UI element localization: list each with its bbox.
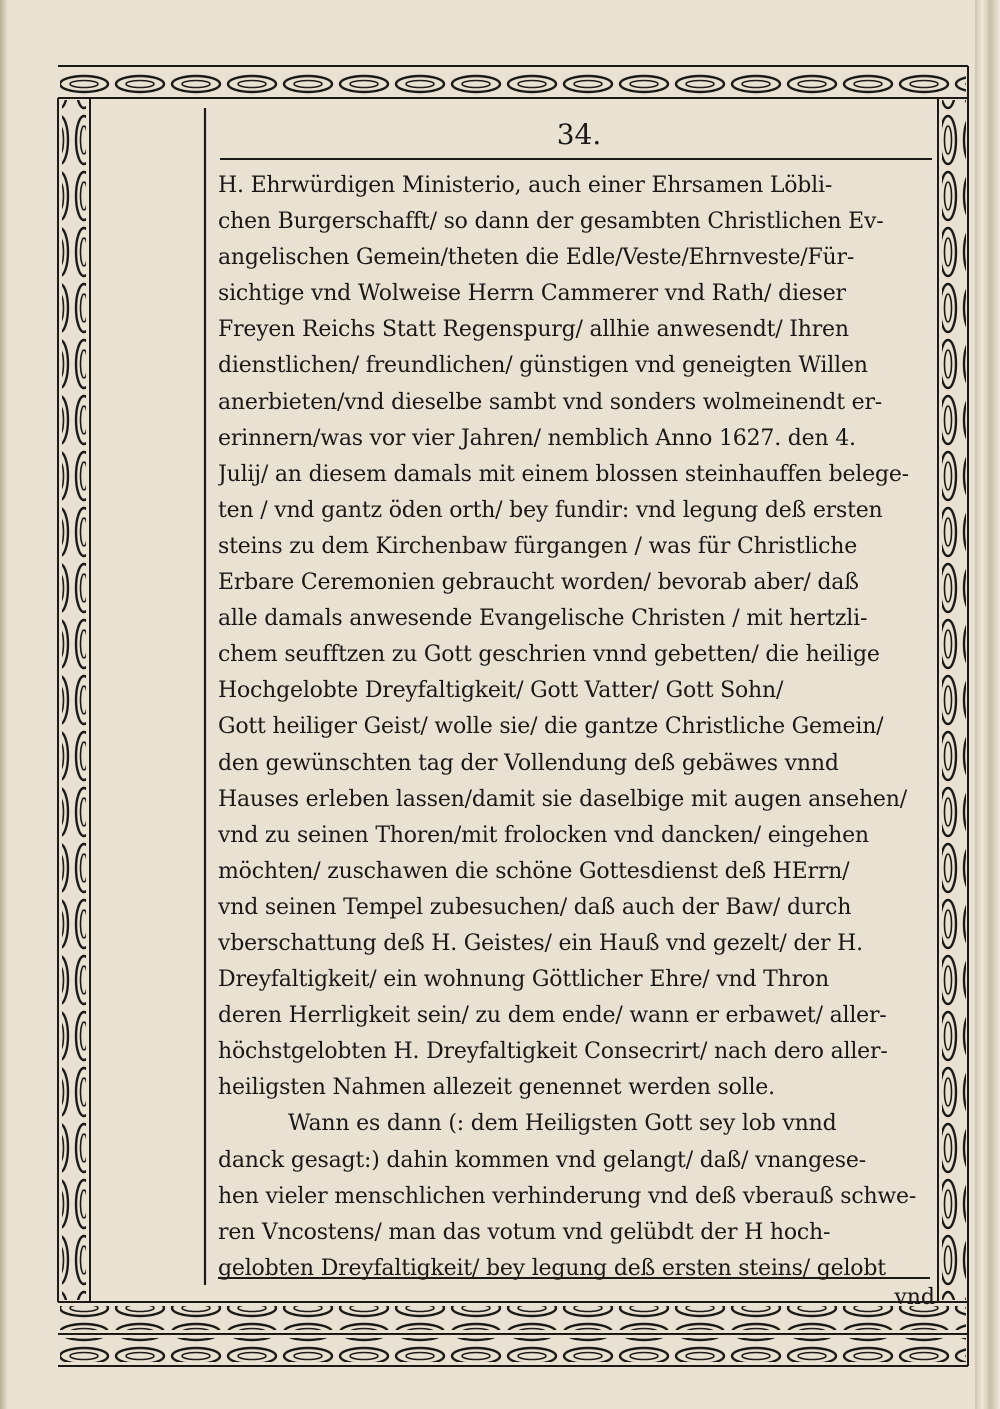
adjacent-page-edge [975, 0, 1000, 1409]
text-line: sichtige vnd Wolweise Herrn Cammerer vnd Rath/ dieser [218, 281, 846, 307]
text-line: Freyen Reichs Statt Regenspurg/ allhie anwesendt/ Ihren [218, 317, 849, 343]
text-line: gelobten Dreyfaltigkeit/ bey legung deß ersten steins/ gelobt [218, 1255, 886, 1281]
text-line: den gewünschten tag der Vollendung deß gebäwes vnnd [218, 750, 839, 776]
text-line: hen vieler menschlichen verhinderung vnd deß vberauß schwe- [218, 1183, 917, 1209]
page-number: 34. [556, 118, 602, 151]
text-line: möchten/ zuschawen die schöne Gottesdienst deß HErrn/ [218, 858, 850, 884]
catchword: vnd [894, 1285, 935, 1310]
text-line: deren Herrligkeit sein/ zu dem ende/ wann er erbawet/ aller- [218, 1003, 887, 1029]
text-line: angelischen Gemein/theten die Edle/Veste/Ehrnveste/Für- [218, 245, 855, 271]
text-line: Gott heiliger Geist/ wolle sie/ die gantze Christliche Gemein/ [218, 714, 884, 740]
text-line: ren Vncostens/ man das votum vnd gelübdt der H hoch- [218, 1219, 831, 1245]
text-line: erinnern/was vor vier Jahren/ nemblich Anno 1627. den 4. [218, 425, 856, 451]
text-line: anerbieten/vnd dieselbe sambt vnd sonders wolmeinendt er- [218, 389, 882, 415]
text-line: chen Burgerschafft/ so dann der gesambten Christlichen Ev- [218, 209, 884, 235]
text-line: Hochgelobte Dreyfaltigkeit/ Gott Vatter/ Gott Sohn/ [218, 678, 784, 704]
text-line: Erbare Ceremonien gebraucht worden/ bevorab aber/ daß [218, 570, 859, 596]
text-line: heiligsten Nahmen allezeit genennet werden solle. [218, 1075, 775, 1101]
text-line: höchstgelobten H. Dreyfaltigkeit Consecrirt/ nach dero aller- [218, 1039, 888, 1065]
text-line: steins zu dem Kirchenbaw fürgangen / was für Christliche [218, 533, 858, 559]
text-line: ten / vnd gantz öden orth/ bey fundir: vnd legung deß ersten [218, 497, 883, 523]
text-line: vnd zu seinen Thoren/mit frolocken vnd dancken/ eingehen [218, 822, 869, 848]
footer-rule [218, 1277, 930, 1279]
text-line: Dreyfaltigkeit/ ein wohnung Göttlicher Ehre/ vnd Thron [218, 967, 829, 993]
text-line: Hauses erleben lassen/damit sie daselbige mit augen ansehen/ [218, 786, 907, 812]
header-rule [220, 158, 932, 160]
text-line: dienstlichen/ freundlichen/ günstigen vnd geneigten Willen [218, 353, 868, 379]
text-line: alle damals anwesende Evangelische Christen / mit hertzli- [218, 606, 868, 632]
text-line: Julij/ an diesem damals mit einem blossen steinhauffen belege- [218, 461, 909, 487]
text-line: vberschattung deß H. Geistes/ ein Hauß vnd gezelt/ der H. [218, 930, 863, 956]
text-line: danck gesagt:) dahin kommen vnd gelangt/ daß/ vnangese- [218, 1147, 866, 1173]
text-line: chem seufftzen zu Gott geschrien vnnd gebetten/ die heilige [218, 642, 880, 668]
text-line: vnd seinen Tempel zubesuchen/ daß auch der Baw/ durch [218, 894, 852, 920]
body-text [218, 168, 940, 1287]
paragraph-start-line: Wann es dann (: dem Heiligsten Gott sey lob vnnd [288, 1111, 837, 1137]
text-line: H. Ehrwürdigen Ministerio, auch einer Ehrsamen Löbli- [218, 173, 833, 198]
